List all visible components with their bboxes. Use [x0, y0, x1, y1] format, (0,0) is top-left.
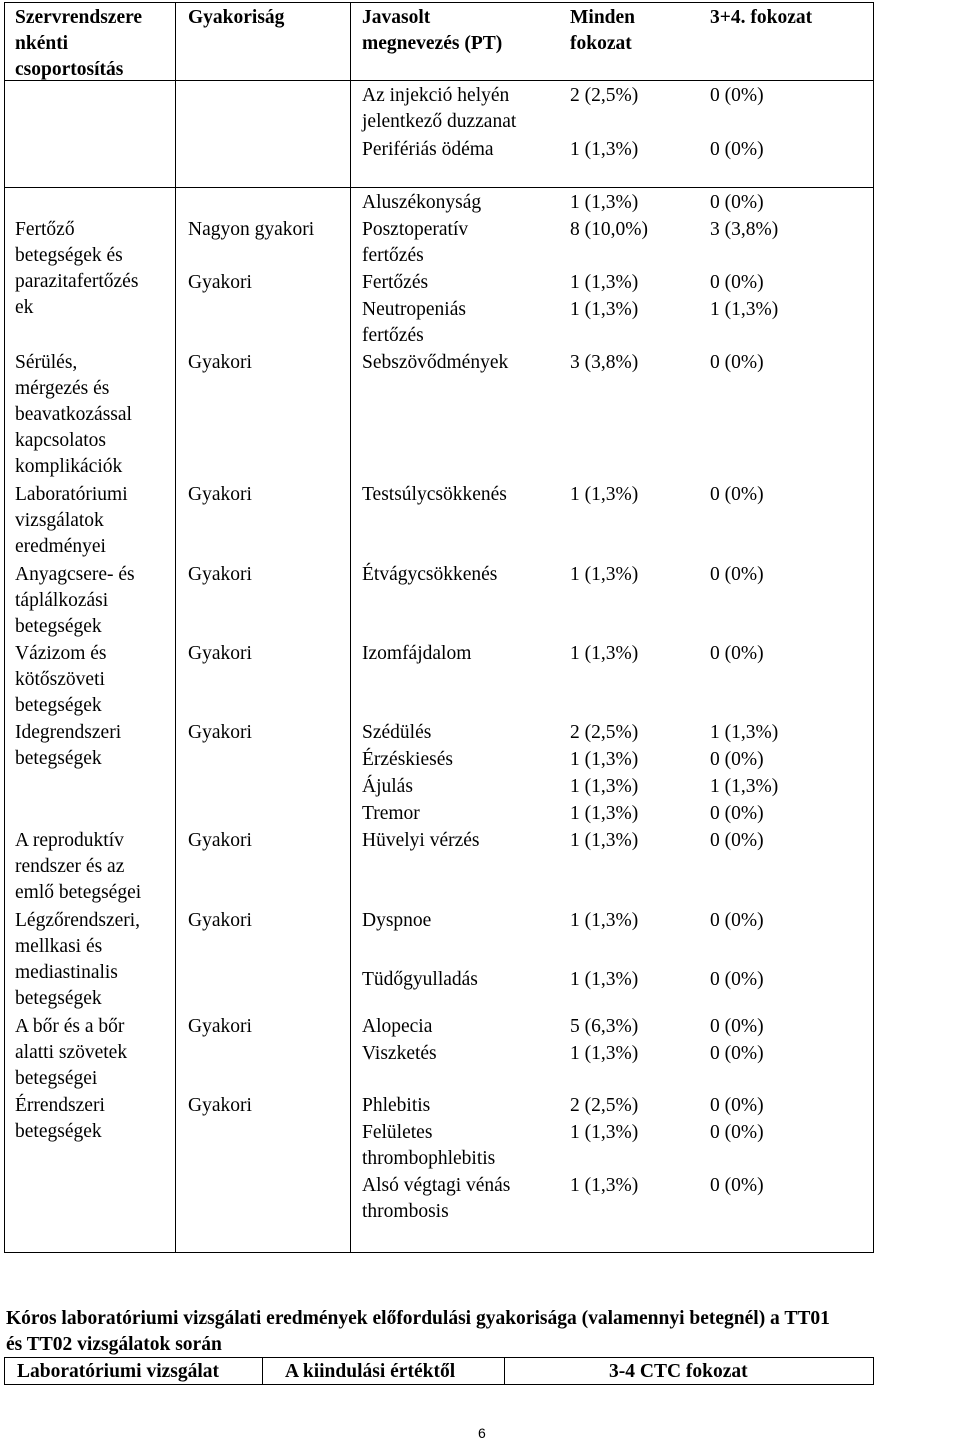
grade-3-4-cell: 0 (0%): [710, 1043, 764, 1064]
all-grades-cell: 1 (1,3%): [570, 1175, 639, 1196]
soc-line: alatti szövetek: [15, 1042, 128, 1063]
all-grades-cell: 1 (1,3%): [570, 643, 639, 664]
soc-line: vizsgálatok: [15, 510, 104, 531]
all-grades-cell: 3 (3,8%): [570, 352, 639, 373]
pt-line: Szédülés: [362, 722, 432, 743]
all-grades-cell: 5 (6,3%): [570, 1016, 639, 1037]
soc-line: Sérülés,: [15, 352, 78, 373]
soc-line: mellkasi és: [15, 936, 103, 957]
preferred-term-cell: [362, 562, 497, 588]
pt-line: Felületes: [362, 1122, 433, 1143]
pt-line: Sebszövődmények: [362, 352, 509, 373]
pt-line: thrombophlebitis: [362, 1148, 496, 1169]
soc-cell: [15, 1014, 127, 1092]
all-grades-cell: 1 (1,3%): [570, 776, 639, 797]
pt-line: Perifériás ödéma: [362, 139, 494, 160]
soc-line: mediastinalis: [15, 962, 118, 983]
preferred-term-cell: [362, 190, 481, 216]
soc-line: betegségei: [15, 1068, 98, 1089]
grade-3-4-cell: 0 (0%): [710, 643, 764, 664]
soc-line: rendszer és az: [15, 856, 125, 877]
soc-cell: [15, 350, 132, 480]
soc-cell: [15, 482, 128, 560]
soc-line: beavatkozással: [15, 404, 132, 425]
grade-3-4-cell: 0 (0%): [710, 1122, 764, 1143]
lab-col-baseline: A kiindulási értéktől: [285, 1361, 456, 1382]
preferred-term-cell: [362, 774, 413, 800]
grade-3-4-cell: 3 (3,8%): [710, 219, 779, 240]
frequency-cell: Gyakori: [188, 272, 252, 293]
soc-line: A bőr és a bőr: [15, 1016, 125, 1037]
preferred-term-cell: [362, 83, 516, 135]
lab-table-caption: Kóros laboratóriumi vizsgálati eredmények előfordulási gyakorisága (valamennyi betegnél) a TT01 és TT02 vizsgálatok során: [6, 1308, 830, 1355]
all-grades-cell: 1 (1,3%): [570, 1122, 639, 1143]
grade-3-4-cell: 0 (0%): [710, 1175, 764, 1196]
pt-line: Fertőzés: [362, 272, 429, 293]
pt-line: Étvágycsökkenés: [362, 564, 498, 585]
grade-3-4-cell: 0 (0%): [710, 749, 764, 770]
preferred-term-cell: [362, 1041, 437, 1067]
header-all-grades: Minden fokozat: [570, 7, 636, 54]
soc-line: Légzőrendszeri,: [15, 910, 141, 931]
soc-line: mérgezés és: [15, 378, 110, 399]
all-grades-cell: 1 (1,3%): [570, 910, 639, 931]
frequency-cell: Gyakori: [188, 484, 252, 505]
all-grades-cell: 2 (2,5%): [570, 85, 639, 106]
header-frequency: Gyakoriság: [188, 7, 285, 28]
pt-line: Alopecia: [362, 1016, 433, 1037]
pt-line: Phlebitis: [362, 1095, 431, 1116]
all-grades-cell: 1 (1,3%): [570, 299, 639, 320]
grade-3-4-cell: 1 (1,3%): [710, 299, 779, 320]
pt-line: Alsó végtagi vénás: [362, 1175, 511, 1196]
pt-line: Tüdőgyulladás: [362, 969, 478, 990]
pt-line: fertőzés: [362, 325, 424, 346]
all-grades-cell: 1 (1,3%): [570, 192, 639, 213]
soc-cell: [15, 217, 138, 321]
all-grades-cell: 1 (1,3%): [570, 272, 639, 293]
preferred-term-cell: [362, 908, 431, 934]
soc-line: Érrendszeri: [15, 1095, 105, 1116]
preferred-term-cell: [362, 747, 453, 773]
soc-line: Vázizom és: [15, 643, 107, 664]
header-preferred-term: Javasolt megnevezés (PT): [362, 7, 503, 54]
preferred-term-cell: [362, 1120, 495, 1172]
pt-line: Posztoperatív: [362, 219, 469, 240]
preferred-term-cell: [362, 350, 508, 376]
grade-3-4-cell: 0 (0%): [710, 969, 764, 990]
preferred-term-cell: [362, 482, 507, 508]
all-grades-cell: 2 (2,5%): [570, 722, 639, 743]
frequency-cell: Gyakori: [188, 352, 252, 373]
page-number: 6: [478, 1425, 486, 1441]
soc-cell: [15, 641, 107, 719]
soc-line: A reproduktív: [15, 830, 124, 851]
soc-line: kötőszöveti: [15, 669, 105, 690]
pt-line: Ájulás: [362, 776, 413, 797]
pt-line: fertőzés: [362, 245, 424, 266]
pt-line: Izomfájdalom: [362, 643, 472, 664]
preferred-term-cell: [362, 1014, 432, 1040]
preferred-term-cell: [362, 217, 468, 269]
pt-line: Tremor: [362, 803, 420, 824]
soc-cell: [15, 908, 140, 1012]
grade-3-4-cell: 0 (0%): [710, 352, 764, 373]
soc-line: betegségek: [15, 988, 102, 1009]
preferred-term-cell: [362, 270, 428, 296]
frequency-cell: Gyakori: [188, 1095, 252, 1116]
frequency-cell: Gyakori: [188, 830, 252, 851]
pt-line: Hüvelyi vérzés: [362, 830, 480, 851]
grade-3-4-cell: 0 (0%): [710, 910, 764, 931]
pt-line: Érzéskiesés: [362, 749, 453, 770]
grade-3-4-cell: 0 (0%): [710, 484, 764, 505]
all-grades-cell: 1 (1,3%): [570, 139, 639, 160]
header-soc: Szervrendszere nkénti csoportosítás: [15, 7, 143, 80]
frequency-cell: Gyakori: [188, 564, 252, 585]
lab-col-test: Laboratóriumi vizsgálat: [17, 1361, 220, 1382]
lab-col-ctc-grade: 3-4 CTC fokozat: [609, 1361, 748, 1382]
soc-line: emlő betegségei: [15, 882, 142, 903]
all-grades-cell: 1 (1,3%): [570, 484, 639, 505]
soc-cell: [15, 720, 121, 772]
soc-line: ek: [15, 297, 34, 318]
grade-3-4-cell: 0 (0%): [710, 1016, 764, 1037]
grade-3-4-cell: 0 (0%): [710, 272, 764, 293]
grade-3-4-cell: 0 (0%): [710, 830, 764, 851]
soc-line: Anyagcsere- és: [15, 564, 135, 585]
pt-line: jelentkező duzzanat: [362, 111, 517, 132]
soc-cell: [15, 562, 135, 640]
pt-line: Az injekció helyén: [362, 85, 510, 106]
grade-3-4-cell: 0 (0%): [710, 85, 764, 106]
frequency-cell: Nagyon gyakori: [188, 219, 315, 240]
soc-cell: [15, 828, 141, 906]
pt-line: Neutropeniás: [362, 299, 466, 320]
frequency-cell: Gyakori: [188, 1016, 252, 1037]
preferred-term-cell: [362, 828, 480, 854]
pt-line: thrombosis: [362, 1201, 449, 1222]
grade-3-4-cell: 0 (0%): [710, 1095, 764, 1116]
frequency-cell: Gyakori: [188, 910, 252, 931]
all-grades-cell: 1 (1,3%): [570, 803, 639, 824]
pt-line: Aluszékonyság: [362, 192, 482, 213]
soc-line: parazitafertőzés: [15, 271, 139, 292]
preferred-term-cell: [362, 1093, 430, 1119]
soc-line: betegségek: [15, 695, 102, 716]
header-grade-3-4: 3+4. fokozat: [710, 7, 813, 28]
preferred-term-cell: [362, 297, 466, 349]
all-grades-cell: 1 (1,3%): [570, 969, 639, 990]
grade-3-4-cell: 1 (1,3%): [710, 722, 779, 743]
soc-line: betegségek: [15, 616, 102, 637]
soc-line: betegségek: [15, 748, 102, 769]
pt-line: Dyspnoe: [362, 910, 432, 931]
all-grades-cell: 2 (2,5%): [570, 1095, 639, 1116]
soc-line: komplikációk: [15, 456, 123, 477]
grade-3-4-cell: 0 (0%): [710, 139, 764, 160]
all-grades-cell: 1 (1,3%): [570, 564, 639, 585]
grade-3-4-cell: 0 (0%): [710, 803, 764, 824]
preferred-term-cell: [362, 137, 494, 163]
all-grades-cell: 1 (1,3%): [570, 1043, 639, 1064]
soc-line: Laboratóriumi: [15, 484, 128, 505]
grade-3-4-cell: 0 (0%): [710, 192, 764, 213]
soc-line: betegségek és: [15, 245, 123, 266]
pt-line: Testsúlycsökkenés: [362, 484, 507, 505]
pt-line: Viszketés: [362, 1043, 437, 1064]
soc-cell: [15, 1093, 105, 1145]
preferred-term-cell: [362, 641, 471, 667]
preferred-term-cell: [362, 967, 478, 993]
soc-line: betegségek: [15, 1121, 102, 1142]
soc-line: eredményei: [15, 536, 106, 557]
frequency-cell: Gyakori: [188, 722, 252, 743]
lab-table-header: [4, 1357, 874, 1385]
grade-3-4-cell: 0 (0%): [710, 564, 764, 585]
soc-line: táplálkozási: [15, 590, 109, 611]
preferred-term-cell: [362, 801, 420, 827]
soc-line: Idegrendszeri: [15, 722, 122, 743]
all-grades-cell: 8 (10,0%): [570, 219, 648, 240]
soc-line: Fertőző: [15, 219, 75, 240]
frequency-cell: Gyakori: [188, 643, 252, 664]
grade-3-4-cell: 1 (1,3%): [710, 776, 779, 797]
preferred-term-cell: [362, 1173, 510, 1225]
soc-line: kapcsolatos: [15, 430, 106, 451]
preferred-term-cell: [362, 720, 431, 746]
all-grades-cell: 1 (1,3%): [570, 830, 639, 851]
all-grades-cell: 1 (1,3%): [570, 749, 639, 770]
